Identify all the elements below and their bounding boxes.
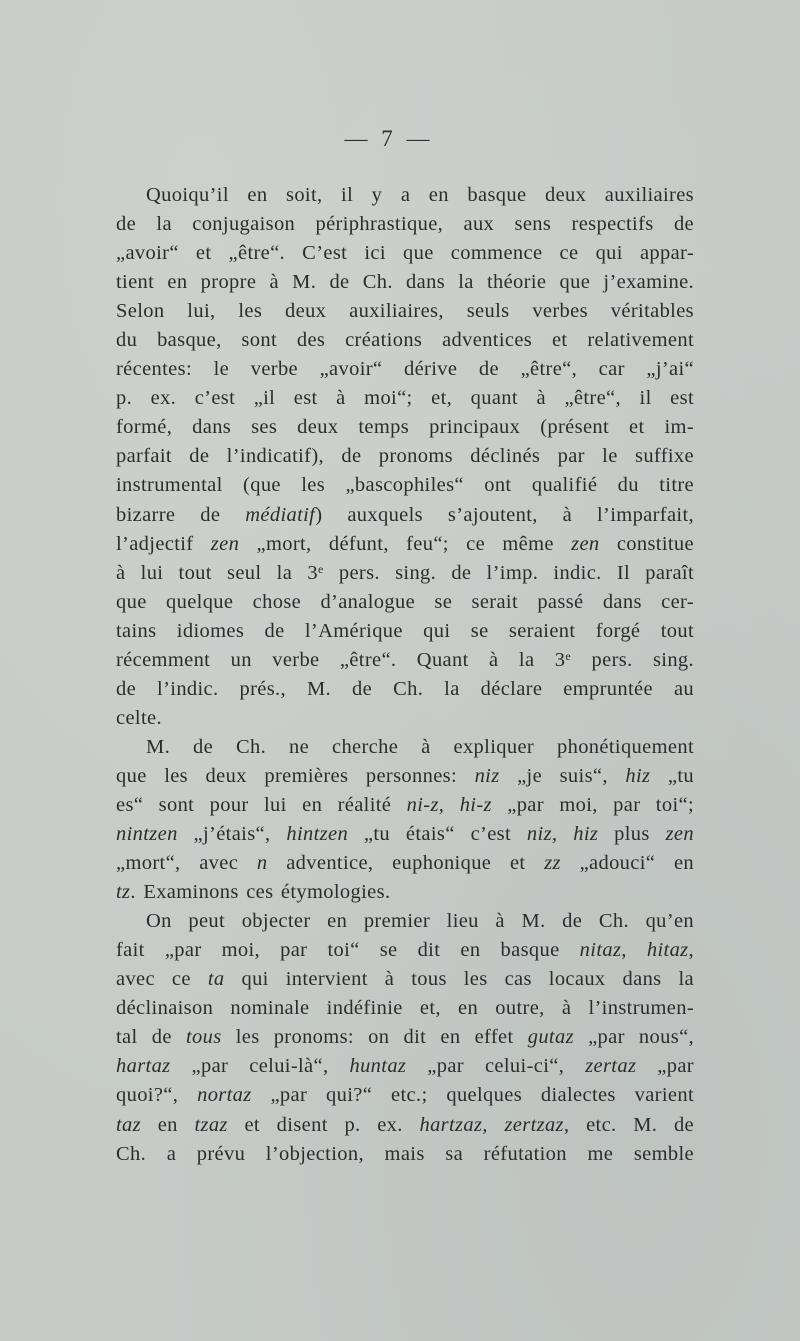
text-segment: Selon lui, les deux auxiliaires, seuls verbes véritables (116, 300, 694, 323)
text-segment: ) auxquels s’ajoutent, à l’imparfait, (315, 503, 694, 526)
text-segment: „par celui-là“, (170, 1055, 350, 1078)
text-segment: instrumental (que les „bascophiles“ ont qualifié du titre (116, 474, 694, 497)
text-segment: , etc. M. de (563, 1113, 695, 1136)
text-segment: „adouci“ en (560, 852, 694, 875)
text-line (116, 878, 694, 907)
italic-term: nintzen (116, 823, 178, 846)
text-segment: du basque, sont des créations adventices et relativement (116, 329, 694, 352)
text-line (116, 965, 694, 994)
text-segment: „tu (650, 764, 694, 787)
text-line (116, 704, 694, 733)
text-segment: celte. (116, 706, 162, 729)
text-segment: formé, dans ses deux temps principaux (présent et im- (116, 416, 694, 439)
italic-term: hartaz (116, 1055, 171, 1078)
italic-term: niz (474, 764, 500, 787)
text-segment: „j’étais“, (177, 823, 287, 846)
text-segment: que les deux premières personnes: (116, 764, 475, 787)
text-segment: „par (636, 1055, 694, 1078)
text-segment: l’adjectif (116, 532, 211, 555)
text-line (116, 1140, 694, 1169)
text-segment: . Examinons ces étymologies. (130, 881, 391, 904)
text-segment: „tu étais“ c’est (348, 823, 527, 846)
italic-term: zen (571, 532, 600, 555)
text-segment: „par nous“, (573, 1026, 694, 1049)
text-line (116, 791, 694, 820)
text-segment: de l’indic. prés., M. de Ch. la déclare empruntée au (116, 677, 694, 700)
text-line (116, 297, 694, 326)
text-line (116, 1052, 694, 1081)
text-segment: „par moi, par toi“; (491, 793, 694, 816)
text-segment: , (688, 939, 694, 962)
text-line (116, 588, 694, 617)
text-line (116, 1111, 694, 1140)
text-line (116, 355, 694, 384)
text-line (116, 210, 694, 239)
text-segment: tains idiomes de l’Amérique qui se seraient forgé tout (116, 619, 694, 642)
text-segment: parfait de l’indicatif), de pronoms déclinés par le suffixe (116, 445, 694, 468)
text-line (116, 762, 694, 791)
text-line (116, 646, 694, 675)
text-segment: M. de Ch. ne cherche à expliquer phonétiquement (146, 735, 694, 758)
italic-term: tous (185, 1026, 222, 1049)
text-line (116, 384, 694, 413)
text-segment: les pronoms: on dit en effet (221, 1026, 528, 1049)
text-line (116, 820, 694, 849)
text-segment: avec ce (116, 968, 208, 991)
superscript: e (317, 561, 324, 576)
text-segment: tal de (116, 1026, 186, 1049)
text-line (116, 239, 694, 268)
italic-term: taz (116, 1113, 141, 1136)
text-segment: quoi?“, (116, 1084, 198, 1107)
text-segment: qui intervient à tous les cas locaux dans la (224, 968, 694, 991)
italic-term: médiatif (245, 503, 316, 526)
italic-term: zen (210, 532, 240, 555)
text-segment: récentes: le verbe „avoir“ dérive de „être“, car „j’ai“ (116, 358, 694, 381)
italic-term: gutaz (527, 1026, 574, 1049)
italic-term: hartzaz, zertzaz (419, 1113, 564, 1136)
italic-term: tzaz (194, 1113, 228, 1136)
italic-term: nortaz (197, 1084, 252, 1107)
text-line (116, 1081, 694, 1110)
text-line (116, 907, 694, 936)
text-segment: à lui tout seul la 3 (116, 561, 318, 584)
text-line (116, 268, 694, 297)
text-line (116, 530, 694, 559)
italic-term: hiz (625, 764, 651, 787)
italic-term: huntaz (349, 1055, 407, 1078)
text-line (116, 559, 694, 588)
text-segment: es“ sont pour lui en réalité (116, 793, 407, 816)
italic-term: hintzen (286, 823, 349, 846)
italic-term: ni-z, hi-z (406, 793, 492, 816)
page-number: — 7 — (344, 126, 434, 151)
text-segment: On peut objecter en premier lieu à M. de Ch. qu’en (146, 910, 694, 933)
text-segment: en (140, 1113, 195, 1136)
text-segment: que quelque chose d’analogue se serait passé dans cer- (116, 590, 694, 613)
text-segment: et disent p. ex. (227, 1113, 420, 1136)
italic-term: ta (207, 968, 225, 991)
italic-term: zz (544, 852, 561, 875)
italic-term: n (256, 852, 268, 875)
text-line (116, 733, 694, 762)
text-line (116, 675, 694, 704)
text-segment: „mort“, avec (116, 852, 257, 875)
text-segment: „par celui-ci“, (406, 1055, 586, 1078)
text-line (116, 413, 694, 442)
body-text (116, 181, 694, 1169)
superscript: e (565, 648, 572, 663)
text-line (116, 1023, 694, 1052)
text-segment: déclinaison nominale indéfinie et, en outre, à l’instrumen- (116, 997, 694, 1020)
text-segment: „par qui?“ etc.; quelques dialectes varient (251, 1084, 694, 1107)
text-segment: tient en propre à M. de Ch. dans la théorie que j’examine. (116, 271, 694, 294)
text-segment: fait „par moi, par toi“ se dit en basque (116, 939, 580, 962)
text-line (116, 617, 694, 646)
text-line (116, 936, 694, 965)
text-segment: „mort, défunt, feu“; ce même (239, 532, 572, 555)
text-segment: pers. sing. de l’imp. indic. Il paraît (323, 561, 694, 584)
text-line (116, 501, 694, 530)
text-segment: adventice, euphonique et (267, 852, 545, 875)
text-line (116, 326, 694, 355)
text-segment: Quoiqu’il en soit, il y a en basque deux auxiliaires (146, 184, 694, 206)
text-segment: p. ex. c’est „il est à moi“; et, quant à „être“, il est (116, 387, 694, 410)
text-segment: bizarre de (116, 503, 246, 526)
text-line (116, 994, 694, 1023)
text-line (116, 181, 694, 210)
italic-term: tz (116, 881, 131, 904)
text-line (116, 849, 694, 878)
italic-term: zertaz (585, 1055, 637, 1078)
text-segment: „je suis“, (499, 764, 626, 787)
text-segment: de la conjugaison périphrastique, aux sens respectifs de (116, 213, 694, 236)
text-segment: constitue (599, 532, 694, 555)
text-line (116, 442, 694, 471)
text-segment: récemment un verbe „être“. Quant à la 3 (116, 648, 566, 671)
italic-term: niz, hiz (526, 823, 599, 846)
text-segment: pers. sing. (571, 648, 694, 671)
italic-term: zen (665, 823, 694, 846)
text-segment: „avoir“ et „être“. C’est ici que commence ce qui appar- (116, 242, 694, 265)
text-segment: Ch. a prévu l’objection, mais sa réfutation me semble (116, 1142, 694, 1165)
text-line (116, 471, 694, 500)
text-segment: plus (598, 823, 666, 846)
italic-term: nitaz, hitaz (579, 939, 689, 962)
